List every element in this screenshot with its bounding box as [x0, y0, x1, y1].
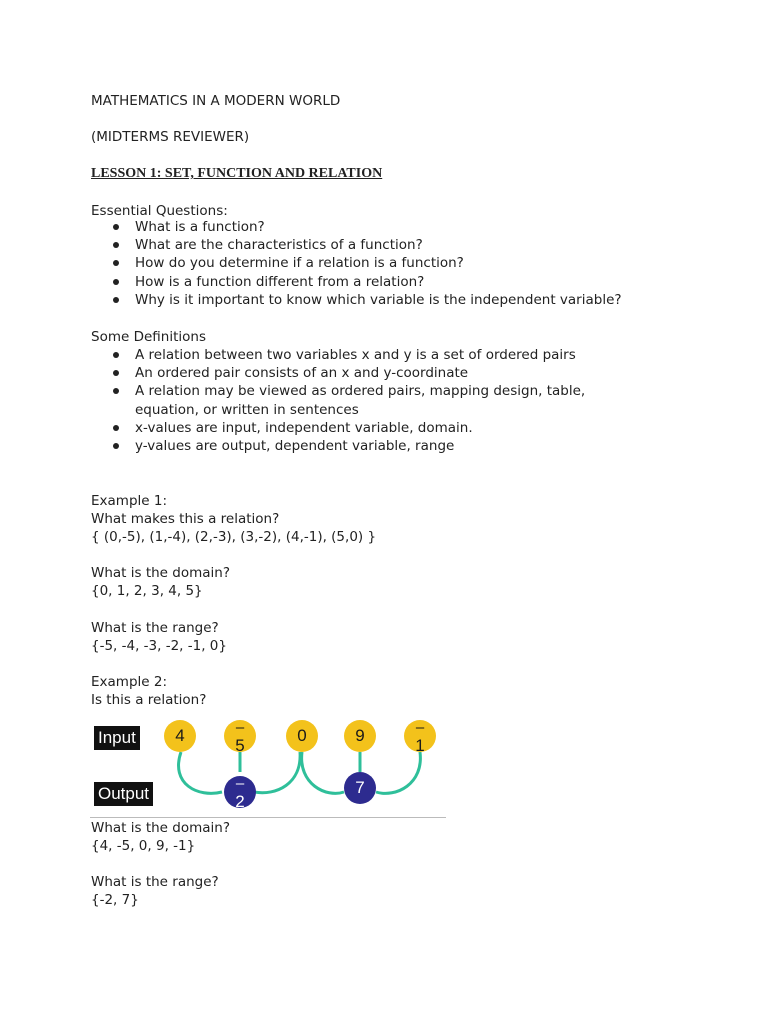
bullet-icon: [113, 279, 119, 285]
example2-heading: Example 2:: [91, 674, 167, 690]
arrow-4-to-neg2: [179, 752, 222, 793]
input-node: 4: [164, 720, 196, 752]
list-item: How is a function different from a relation?: [113, 273, 622, 291]
list-item: What is a function?: [113, 218, 622, 236]
arrow-neg1-to-7: [376, 752, 420, 793]
example2-question: Is this a relation?: [91, 692, 207, 708]
definitions-list: [113, 346, 585, 455]
bullet-icon: [113, 425, 119, 431]
bullet-icon: [113, 260, 119, 266]
example2-range-answer: {-2, 7}: [91, 892, 139, 908]
essential-questions-heading: Essential Questions:: [91, 203, 228, 219]
divider: [90, 817, 446, 818]
document-title: MATHEMATICS IN A MODERN WORLD: [91, 93, 341, 109]
input-node: 0: [286, 720, 318, 752]
output-node: – 2: [224, 776, 256, 808]
input-label: Input: [94, 726, 140, 750]
essential-questions-list: [113, 218, 622, 309]
definitions-heading: Some Definitions: [91, 329, 206, 345]
input-node: – 1: [404, 720, 436, 752]
bullet-icon: [113, 242, 119, 248]
list-item: A relation may be viewed as ordered pairs, mapping design, table,: [113, 382, 585, 400]
output-node: 7: [344, 772, 376, 804]
output-label: Output: [94, 782, 153, 806]
list-item: How do you determine if a relation is a function?: [113, 254, 622, 272]
mapping-diagram: [90, 714, 446, 818]
bullet-icon: [113, 388, 119, 394]
arrow-0-to-neg2: [254, 752, 300, 793]
document-subtitle: (MIDTERMS REVIEWER): [91, 129, 250, 145]
input-node: – 5: [224, 720, 256, 752]
list-item: y-values are output, dependent variable, range: [113, 437, 585, 455]
example1-question: What makes this a relation?: [91, 511, 280, 527]
example1-heading: Example 1:: [91, 493, 167, 509]
example1-set: { (0,-5), (1,-4), (2,-3), (3,-2), (4,-1), (5,0) }: [91, 529, 377, 545]
bullet-icon: [113, 352, 119, 358]
list-item: x-values are input, independent variable, domain.: [113, 419, 585, 437]
arrow-0-to-7: [302, 752, 344, 793]
list-item: Why is it important to know which variable is the independent variable?: [113, 291, 622, 309]
input-node: 9: [344, 720, 376, 752]
bullet-icon: [113, 370, 119, 376]
example2-domain-answer: {4, -5, 0, 9, -1}: [91, 838, 196, 854]
list-item: What are the characteristics of a function?: [113, 236, 622, 254]
list-item: An ordered pair consists of an x and y-coordinate: [113, 364, 585, 382]
example1-domain-question: What is the domain?: [91, 565, 231, 581]
bullet-icon: [113, 443, 119, 449]
example1-range-answer: {-5, -4, -3, -2, -1, 0}: [91, 638, 227, 654]
list-item: A relation between two variables x and y is a set of ordered pairs: [113, 346, 585, 364]
arrow-group: [179, 752, 421, 793]
lesson-heading: LESSON 1: SET, FUNCTION AND RELATION: [91, 166, 383, 181]
bullet-icon: [113, 297, 119, 303]
list-item-continuation: equation, or written in sentences: [135, 401, 359, 418]
example1-domain-answer: {0, 1, 2, 3, 4, 5}: [91, 583, 203, 599]
example2-domain-question: What is the domain?: [91, 820, 231, 836]
bullet-icon: [113, 224, 119, 230]
example2-range-question: What is the range?: [91, 874, 219, 890]
example1-range-question: What is the range?: [91, 620, 219, 636]
